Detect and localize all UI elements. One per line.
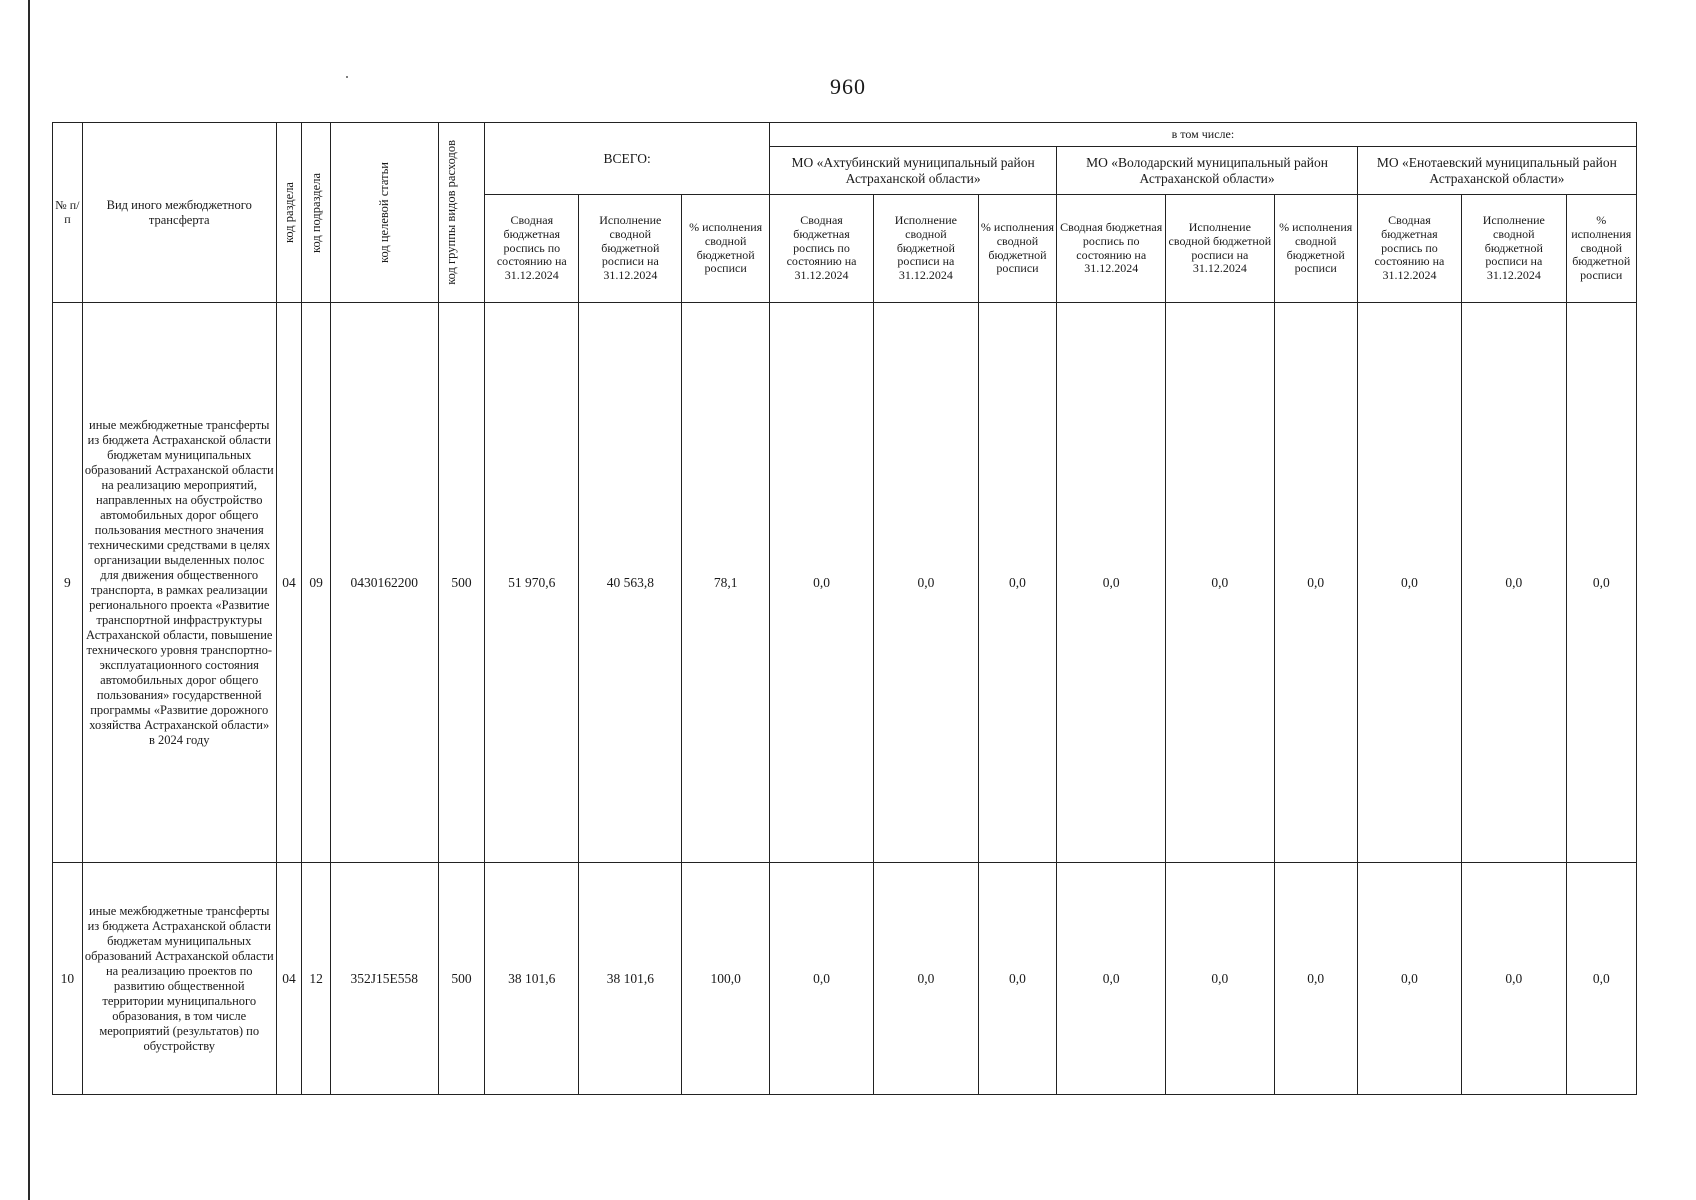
row-description: иные межбюджетные трансферты из бюджета Астраханской области бюджетам муниципальных образований Астраханской области на реализацию проектов по развитию общественной территории муниципального образования, в том числе мероприятий (результатов) по обустройству [82,863,276,1095]
row-akhtubinsky-pct: 0,0 [978,303,1057,863]
row-enotaevsky-pct: 0,0 [1566,303,1637,863]
header-expense-group-code-text: код группы видов расходов [444,140,459,285]
header-total: ВСЕГО: [485,123,769,195]
row-volodarsky-pct: 0,0 [1274,863,1357,1095]
table-row [53,863,1637,1095]
header-group-akhtubinsky: МО «Ахтубинский муниципальный район Астраханской области» [769,147,1057,195]
row-akhtubinsky-pct: 0,0 [978,863,1057,1095]
row-subsection-code: 09 [302,303,331,863]
row-akhtubinsky-list: 0,0 [769,303,873,863]
header-subsection-code-text: код подраздела [308,172,323,253]
row-section-code: 04 [276,863,302,1095]
header-group-enotaevsky: МО «Енотаевский муниципальный район Астраханской области» [1357,147,1636,195]
row-volodarsky-pct: 0,0 [1274,303,1357,863]
row-total-list: 38 101,6 [485,863,579,1095]
row-expense-group-code: 500 [438,863,485,1095]
row-total-list: 51 970,6 [485,303,579,863]
row-enotaevsky-pct: 0,0 [1566,863,1637,1095]
row-volodarsky-list: 0,0 [1057,303,1166,863]
row-enotaevsky-list: 0,0 [1357,303,1461,863]
row-total-pct: 78,1 [682,303,769,863]
row-enotaevsky-exec: 0,0 [1462,863,1566,1095]
header-section-code [276,123,302,303]
header-target-code-text: код целевой статьи [376,162,391,263]
row-section-code: 04 [276,303,302,863]
header-group-volodarsky: МО «Володарский муниципальный район Астраханской области» [1057,147,1357,195]
header-target-code [330,123,438,303]
page-number: 960 [830,74,866,99]
row-volodarsky-exec: 0,0 [1166,863,1275,1095]
header-akhtubinsky-exec: Исполнение сводной бюджетной росписи на 31.12.2024 [874,195,978,303]
header-volodarsky-pct: % исполнения сводной бюджетной росписи [1274,195,1357,303]
row-description: иные межбюджетные трансферты из бюджета Астраханской области бюджетам муниципальных образований Астраханской области на реализацию мероприятий, направленных на обустройство автомобильных дорог общего пользования местного значения техническими средствами в целях организации выделенных полос для движения общественного транспорта, в рамках реализации регионального проекта «Развитие транспортной инфраструктуры Астраханской области, повышение технического уровня транспортно-эксплуатационного состояния автомобильных дорог общего пользования» государственной программы «Развитие дорожного хозяйства Астраханской области» в 2024 году [82,303,276,863]
row-total-pct: 100,0 [682,863,769,1095]
page-margin-line [28,0,30,1200]
header-enotaevsky-list: Сводная бюджетная роспись по состоянию на 31.12.2024 [1357,195,1461,303]
row-enotaevsky-list: 0,0 [1357,863,1461,1095]
row-akhtubinsky-exec: 0,0 [874,303,978,863]
header-subsection-code [302,123,331,303]
header-volodarsky-list: Сводная бюджетная роспись по состоянию на 31.12.2024 [1057,195,1166,303]
row-volodarsky-exec: 0,0 [1166,303,1275,863]
row-subsection-code: 12 [302,863,331,1095]
row-volodarsky-list: 0,0 [1057,863,1166,1095]
header-section-code-text: код раздела [281,181,296,244]
header-total-pct: % исполнения сводной бюджетной росписи [682,195,769,303]
row-expense-group-code: 500 [438,303,485,863]
header-transfer-type: Вид иного межбюджетного трансферта [82,123,276,303]
row-akhtubinsky-exec: 0,0 [874,863,978,1095]
row-enotaevsky-exec: 0,0 [1462,303,1566,863]
header-including: в том числе: [769,123,1636,147]
header-enotaevsky-exec: Исполнение сводной бюджетной росписи на 31.12.2024 [1462,195,1566,303]
row-total-exec: 38 101,6 [579,863,682,1095]
row-akhtubinsky-list: 0,0 [769,863,873,1095]
header-akhtubinsky-pct: % исполнения сводной бюджетной росписи [978,195,1057,303]
row-target-code: 0430162200 [330,303,438,863]
budget-table [52,122,1637,1095]
table-row [53,303,1637,863]
header-total-exec: Исполнение сводной бюджетной росписи на 31.12.2024 [579,195,682,303]
row-target-code: 352J15E558 [330,863,438,1095]
header-total-list: Сводная бюджетная роспись по состоянию на 31.12.2024 [485,195,579,303]
row-total-exec: 40 563,8 [579,303,682,863]
row-num: 9 [53,303,83,863]
header-num: № п/п [53,123,83,303]
header-expense-group-code [438,123,485,303]
header-volodarsky-exec: Исполнение сводной бюджетной росписи на 31.12.2024 [1166,195,1275,303]
header-enotaevsky-pct: % исполнения сводной бюджетной росписи [1566,195,1637,303]
row-num: 10 [53,863,83,1095]
header-akhtubinsky-list: Сводная бюджетная роспись по состоянию на 31.12.2024 [769,195,873,303]
